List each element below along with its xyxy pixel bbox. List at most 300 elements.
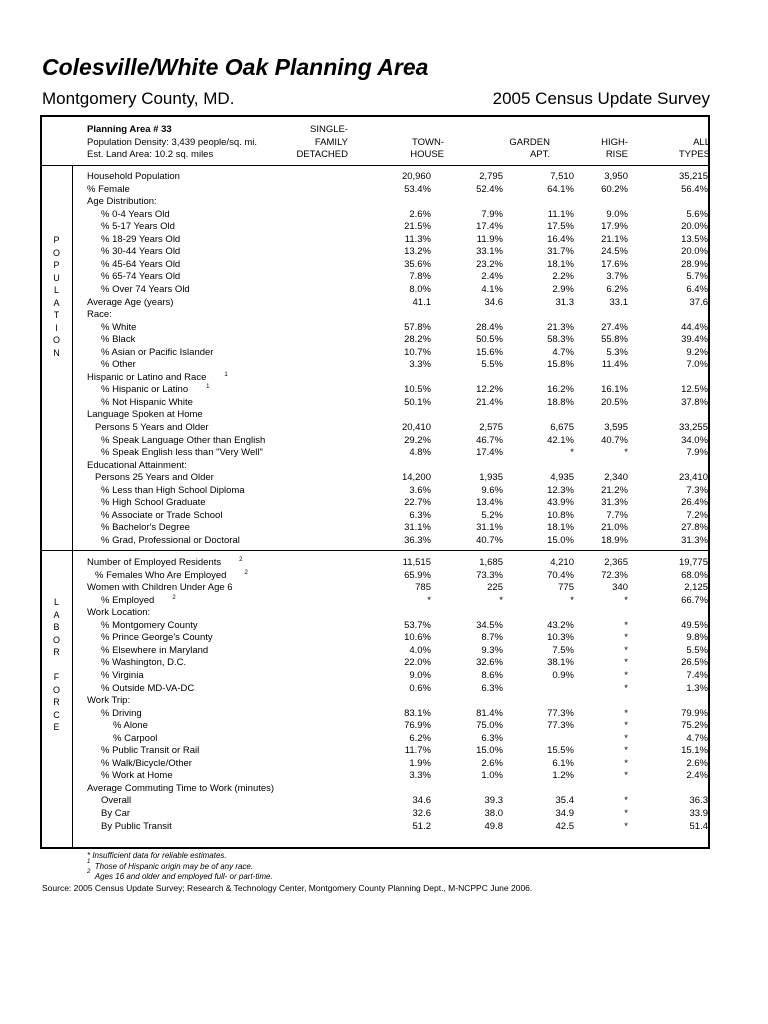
cell-value: 40.7%: [601, 434, 628, 446]
row-label: % Outside MD-VA-DC: [101, 682, 195, 694]
row-label: % Work at Home: [101, 770, 173, 782]
cell-value: 6.1%: [552, 757, 574, 769]
cell-value: 8.7%: [481, 632, 503, 644]
footnote-marker: 2: [239, 557, 243, 563]
planning-area-number: Planning Area # 33: [87, 124, 172, 135]
cell-value: 31.3%: [681, 534, 708, 546]
cell-value: *: [570, 447, 574, 459]
side-letter: R: [53, 697, 60, 707]
table-row: [87, 384, 708, 397]
cell-value: 36.3: [689, 795, 708, 807]
cell-value: 4,935: [550, 472, 574, 484]
row-label: % Grad, Professional or Doctoral: [101, 534, 240, 546]
cell-value: *: [624, 669, 628, 681]
cell-value: 68.0%: [681, 569, 708, 581]
table-row: [87, 582, 708, 595]
side-letter: P: [53, 260, 60, 270]
table-row: [87, 397, 708, 410]
row-label: % 30-44 Years Old: [101, 246, 181, 258]
row-label: Overall: [101, 795, 132, 807]
section-divider: [40, 550, 710, 551]
cell-value: 36.3%: [404, 534, 431, 546]
cell-value: 20,960: [401, 171, 431, 182]
cell-value: 34.0%: [681, 434, 708, 446]
cell-value: 49.5%: [681, 619, 708, 631]
cell-value: 39.3: [484, 795, 503, 807]
cell-value: 4,210: [550, 557, 574, 568]
cell-value: 4.1%: [481, 283, 503, 295]
cell-value: 11.4%: [601, 359, 628, 371]
row-label: % Bachelor's Degree: [101, 522, 190, 534]
cell-value: 5.5%: [481, 359, 503, 371]
cell-value: 35.4: [555, 795, 574, 807]
footnote-marker: 2: [172, 594, 176, 601]
table-row: [87, 359, 708, 372]
cell-value: 17.6%: [601, 258, 628, 270]
cell-value: 1.3%: [686, 682, 708, 694]
cell-value: 3.6%: [409, 484, 431, 496]
cell-value: 2.6%: [409, 208, 431, 220]
side-letter: F: [53, 672, 60, 682]
cell-value: 29.2%: [404, 434, 431, 446]
cell-value: 5.7%: [686, 271, 708, 283]
cell-value: 0.6%: [409, 682, 431, 694]
cell-value: 27.8%: [681, 522, 708, 534]
footnote-insufficient: * Insufficient data for reliable estimates.: [87, 851, 227, 860]
cell-value: 7.0%: [686, 359, 708, 371]
cell-value: 33,255: [678, 422, 708, 433]
table-row: [87, 184, 708, 197]
cell-value: 17.9%: [601, 221, 628, 233]
row-label: By Public Transit: [101, 820, 172, 832]
cell-value: 43.2%: [547, 619, 574, 631]
row-label: % Virginia: [101, 669, 144, 681]
cell-value: *: [624, 682, 628, 694]
cell-value: 7.2%: [686, 509, 708, 521]
row-label: % Associate or Trade School: [101, 509, 223, 521]
row-label: % Walk/Bicycle/Other: [101, 757, 192, 769]
cell-value: *: [570, 594, 574, 606]
table-row: [87, 409, 708, 422]
row-label: % Speak Language Other than English: [101, 434, 266, 446]
cell-value: 7,510: [550, 171, 574, 182]
table-row: [87, 758, 708, 771]
cell-value: 6.2%: [409, 732, 431, 744]
side-letter: O: [52, 335, 60, 345]
table-row: [87, 522, 708, 535]
cell-value: 60.2%: [601, 183, 628, 195]
cell-value: 33.1%: [476, 246, 503, 258]
row-label: % Less than High School Diploma: [101, 484, 245, 496]
cell-value: 31.3%: [601, 497, 628, 509]
table-row: [87, 733, 708, 746]
table-row: [87, 246, 708, 259]
col-header-high-rise: HIGH- RISE: [601, 136, 628, 160]
cell-value: 9.6%: [481, 484, 503, 496]
cell-value: 2,365: [604, 557, 628, 568]
cell-value: 58.3%: [547, 334, 574, 346]
footnote-marker: 2: [244, 569, 248, 576]
row-label: % Public Transit or Rail: [101, 745, 200, 757]
row-label: % Black: [101, 334, 136, 346]
row-label: % Other: [101, 359, 136, 371]
cell-value: 11.1%: [547, 208, 574, 220]
population-side-label: [40, 166, 73, 550]
cell-value: 8.0%: [409, 283, 431, 295]
cell-value: *: [624, 707, 628, 719]
cell-value: 2,125: [684, 582, 708, 594]
cell-value: 4.7%: [552, 346, 574, 358]
cell-value: 7.9%: [686, 447, 708, 459]
cell-value: 27.4%: [601, 321, 628, 333]
col-header-single-family: SINGLE- FAMILY DETACHED: [296, 124, 348, 160]
cell-value: *: [624, 720, 628, 732]
cell-value: 76.9%: [404, 720, 431, 732]
cell-value: 23.2%: [476, 258, 503, 270]
row-label: % Prince George's County: [101, 632, 213, 644]
cell-value: 34.5%: [476, 619, 503, 631]
cell-value: 22.7%: [404, 497, 431, 509]
side-letter: P: [53, 235, 60, 245]
cell-value: 2.4%: [686, 770, 708, 782]
side-letter: L: [53, 597, 59, 607]
cell-value: 6,675: [550, 422, 574, 433]
cell-value: 3,950: [604, 171, 628, 182]
cell-value: 50.1%: [404, 396, 431, 408]
row-label: % Montgomery County: [101, 619, 198, 631]
cell-value: 33.9: [689, 808, 708, 819]
cell-value: 22.0%: [404, 657, 431, 669]
cell-value: 1,935: [479, 472, 503, 484]
cell-value: 9.2%: [686, 346, 708, 358]
cell-value: 9.0%: [409, 669, 431, 681]
cell-value: 2.4%: [481, 271, 503, 283]
row-label: Average Commuting Time to Work (minutes): [87, 782, 275, 794]
row-label: % High School Graduate: [101, 497, 206, 509]
side-letter: U: [53, 272, 60, 283]
cell-value: 18.1%: [547, 258, 574, 270]
cell-value: 46.7%: [476, 434, 503, 446]
row-label: % 5-17 Years Old: [101, 221, 175, 233]
table-row: [87, 209, 708, 222]
cell-value: 17.4%: [476, 447, 503, 459]
cell-value: 5.2%: [481, 509, 503, 521]
cell-value: 19,775: [678, 557, 708, 568]
cell-value: 12.5%: [681, 384, 708, 396]
table-row: [87, 334, 708, 347]
table-row: [87, 497, 708, 510]
table-row: [87, 821, 708, 834]
cell-value: 7.7%: [606, 509, 628, 521]
cell-value: 21.3%: [547, 321, 574, 333]
table-row: [87, 221, 708, 234]
cell-value: 16.2%: [547, 384, 574, 396]
cell-value: 7.4%: [686, 669, 708, 681]
row-label: % 18-29 Years Old: [101, 233, 181, 245]
cell-value: 9.3%: [481, 644, 503, 656]
cell-value: 6.3%: [481, 682, 503, 694]
cell-value: 2.6%: [686, 757, 708, 769]
row-label: Number of Employed Residents $^2$: [87, 557, 243, 568]
cell-value: *: [624, 619, 628, 631]
cell-value: 40.7%: [476, 534, 503, 546]
table-row: [87, 309, 708, 322]
cell-value: 34.9: [555, 808, 574, 819]
cell-value: 4.8%: [409, 447, 431, 459]
cell-value: *: [624, 795, 628, 807]
page-title: Colesville/White Oak Planning Area: [42, 54, 429, 80]
cell-value: 53.7%: [404, 619, 431, 631]
cell-value: 38.1%: [547, 657, 574, 669]
cell-value: 1.0%: [481, 770, 503, 782]
cell-value: 35.6%: [404, 258, 431, 270]
cell-value: 66.7%: [681, 594, 708, 606]
cell-value: 21.2%: [601, 484, 628, 496]
cell-value: 3.3%: [409, 770, 431, 782]
row-label: Language Spoken at Home: [87, 409, 203, 421]
cell-value: 785: [415, 582, 431, 594]
cell-value: *: [624, 808, 628, 819]
footnote-marker: 1: [224, 371, 228, 378]
table-row: [87, 171, 708, 184]
cell-value: 10.8%: [547, 509, 574, 521]
row-label: % Not Hispanic White: [101, 396, 193, 408]
row-label: Work Location:: [87, 607, 151, 619]
side-letter: O: [52, 684, 60, 695]
cell-value: 43.9%: [547, 497, 574, 509]
cell-value: 4.0%: [409, 644, 431, 656]
col-header-all-types: ALL TYPES: [678, 136, 710, 160]
cell-value: 77.3%: [547, 707, 574, 719]
table-row: [87, 607, 708, 620]
table-row: [87, 422, 708, 435]
cell-value: 21.5%: [404, 221, 431, 233]
cell-value: 81.4%: [476, 707, 503, 719]
row-label: % Carpool: [113, 732, 158, 744]
table-row: [87, 297, 708, 310]
cell-value: 77.3%: [547, 720, 574, 732]
cell-value: 26.5%: [681, 657, 708, 669]
table-row: [87, 570, 708, 583]
cell-value: *: [624, 732, 628, 744]
cell-value: 39.4%: [681, 334, 708, 346]
cell-value: 20.5%: [601, 396, 628, 408]
table-row: [87, 485, 708, 498]
cell-value: 28.2%: [404, 334, 431, 346]
table-row: [87, 322, 708, 335]
cell-value: 9.8%: [686, 632, 708, 644]
cell-value: 41.1: [412, 296, 431, 308]
cell-value: 15.5%: [547, 745, 574, 757]
cell-value: *: [624, 757, 628, 769]
table-row: [87, 284, 708, 297]
table-row: [87, 645, 708, 658]
cell-value: 18.9%: [601, 534, 628, 546]
cell-value: 33.1: [609, 296, 628, 308]
cell-value: 11.3%: [404, 233, 431, 245]
cell-value: 10.5%: [404, 384, 431, 396]
col-header-townhouse: TOWN- HOUSE: [410, 136, 444, 160]
cell-value: 51.2: [412, 820, 431, 832]
cell-value: 4.7%: [686, 732, 708, 744]
cell-value: 7.8%: [409, 271, 431, 283]
cell-value: 35,215: [678, 171, 708, 182]
side-letter: I: [55, 322, 58, 333]
cell-value: 34.6: [484, 296, 503, 308]
cell-value: 18.1%: [547, 522, 574, 534]
table-row: [87, 745, 708, 758]
header-divider: [40, 165, 710, 166]
cell-value: 34.6: [412, 795, 431, 807]
cell-value: 340: [612, 582, 628, 594]
cell-value: 31.1%: [476, 522, 503, 534]
side-letter: B: [53, 622, 60, 632]
cell-value: 225: [487, 582, 503, 594]
table-row: [87, 808, 708, 821]
cell-value: 37.8%: [681, 396, 708, 408]
col-header-garden-apt: GARDEN APT.: [509, 136, 550, 160]
cell-value: 5.3%: [606, 346, 628, 358]
cell-value: *: [624, 745, 628, 757]
cell-value: 31.3: [555, 296, 574, 308]
cell-value: 55.8%: [601, 334, 628, 346]
cell-value: 6.2%: [606, 283, 628, 295]
cell-value: 15.0%: [476, 745, 503, 757]
cell-value: 10.7%: [404, 346, 431, 358]
population-density: Population Density: 3,439 people/sq. mi.: [87, 136, 258, 148]
labor-force-side-label: [40, 551, 73, 848]
cell-value: 38.0: [484, 808, 503, 819]
cell-value: 26.4%: [681, 497, 708, 509]
cell-value: 6.4%: [686, 283, 708, 295]
cell-value: 15.1%: [681, 745, 708, 757]
cell-value: 57.8%: [404, 321, 431, 333]
cell-value: 2.6%: [481, 757, 503, 769]
row-label: % Speak English less than "Very Well": [101, 447, 263, 459]
cell-value: 52.4%: [476, 183, 503, 195]
cell-value: 20.0%: [681, 221, 708, 233]
cell-value: 17.5%: [547, 221, 574, 233]
cell-value: 15.6%: [476, 346, 503, 358]
cell-value: 0.9%: [552, 669, 574, 681]
cell-value: 15.8%: [547, 359, 574, 371]
cell-value: 28.4%: [476, 321, 503, 333]
table-row: [87, 770, 708, 783]
table-row: [87, 535, 708, 548]
row-label: Average Age (years): [87, 296, 174, 308]
cell-value: 8.6%: [481, 669, 503, 681]
cell-value: 72.3%: [601, 569, 628, 581]
cell-value: 20.0%: [681, 246, 708, 258]
row-label: % Washington, D.C.: [101, 657, 187, 669]
table-row: [87, 708, 708, 721]
row-label: Race:: [87, 309, 112, 321]
cell-value: *: [624, 644, 628, 656]
cell-value: 7.3%: [686, 484, 708, 496]
cell-value: *: [624, 447, 628, 459]
row-label: % White: [101, 321, 137, 333]
cell-value: 18.8%: [547, 396, 574, 408]
cell-value: 70.4%: [547, 569, 574, 581]
cell-value: 20,410: [401, 422, 431, 433]
cell-value: 37.6: [689, 296, 708, 308]
cell-value: 75.0%: [476, 720, 503, 732]
cell-value: 3.7%: [606, 271, 628, 283]
side-letter: A: [53, 609, 60, 620]
table-row: [87, 670, 708, 683]
cell-value: 1.9%: [409, 757, 431, 769]
cell-value: 15.0%: [547, 534, 574, 546]
cell-value: 49.8: [484, 820, 503, 832]
cell-value: 5.6%: [686, 208, 708, 220]
table-row: [87, 795, 708, 808]
cell-value: 11.7%: [404, 745, 431, 757]
row-label: By Car: [101, 808, 131, 819]
row-label: % Females Who Are Employed $^2$: [95, 569, 248, 581]
cell-value: 32.6%: [476, 657, 503, 669]
cell-value: 2.9%: [552, 283, 574, 295]
table-row: [87, 372, 708, 385]
footnote-2: $^2$ Ages 16 and older and employed full- or part-time.: [87, 869, 273, 881]
cell-value: 16.4%: [547, 233, 574, 245]
cell-value: 775: [558, 582, 574, 594]
table-row: [87, 472, 708, 485]
cell-value: 65.9%: [404, 569, 431, 581]
cell-value: 2.2%: [552, 271, 574, 283]
cell-value: 12.2%: [476, 384, 503, 396]
cell-value: 83.1%: [404, 707, 431, 719]
table-row: [87, 657, 708, 670]
table-row: [87, 460, 708, 473]
side-letter: O: [52, 247, 60, 258]
cell-value: 31.7%: [547, 246, 574, 258]
cell-value: 13.4%: [476, 497, 503, 509]
row-label: % 45-64 Years Old: [101, 258, 181, 270]
table-header-info: [87, 124, 257, 162]
cell-value: 2,575: [479, 422, 503, 433]
cell-value: 5.5%: [686, 644, 708, 656]
cell-value: 50.5%: [476, 334, 503, 346]
footnote-marker: 1: [206, 384, 210, 391]
table-row: [87, 447, 708, 460]
row-label: Educational Attainment:: [87, 459, 187, 471]
cell-value: 16.1%: [601, 384, 628, 396]
cell-value: 32.6: [412, 808, 431, 819]
table-row: [87, 259, 708, 272]
row-label: % 0-4 Years Old: [101, 208, 170, 220]
table-row: [87, 783, 708, 796]
row-label: % Female: [87, 183, 130, 195]
cell-value: 21.0%: [601, 522, 628, 534]
cell-value: 28.9%: [681, 258, 708, 270]
cell-value: 24.5%: [601, 246, 628, 258]
table-row: [87, 435, 708, 448]
row-label: Women with Children Under Age 6: [87, 582, 233, 594]
cell-value: 10.6%: [404, 632, 431, 644]
cell-value: *: [624, 820, 628, 832]
cell-value: 13.5%: [681, 233, 708, 245]
side-letter: N: [53, 347, 60, 358]
cell-value: 75.2%: [681, 720, 708, 732]
side-letter: L: [53, 285, 59, 295]
side-letter: C: [53, 709, 60, 720]
cell-value: 3,595: [604, 422, 628, 433]
table-row: [87, 683, 708, 696]
side-letter: O: [52, 634, 60, 645]
cell-value: *: [499, 594, 503, 606]
table-row: [87, 234, 708, 247]
table-row: [87, 620, 708, 633]
